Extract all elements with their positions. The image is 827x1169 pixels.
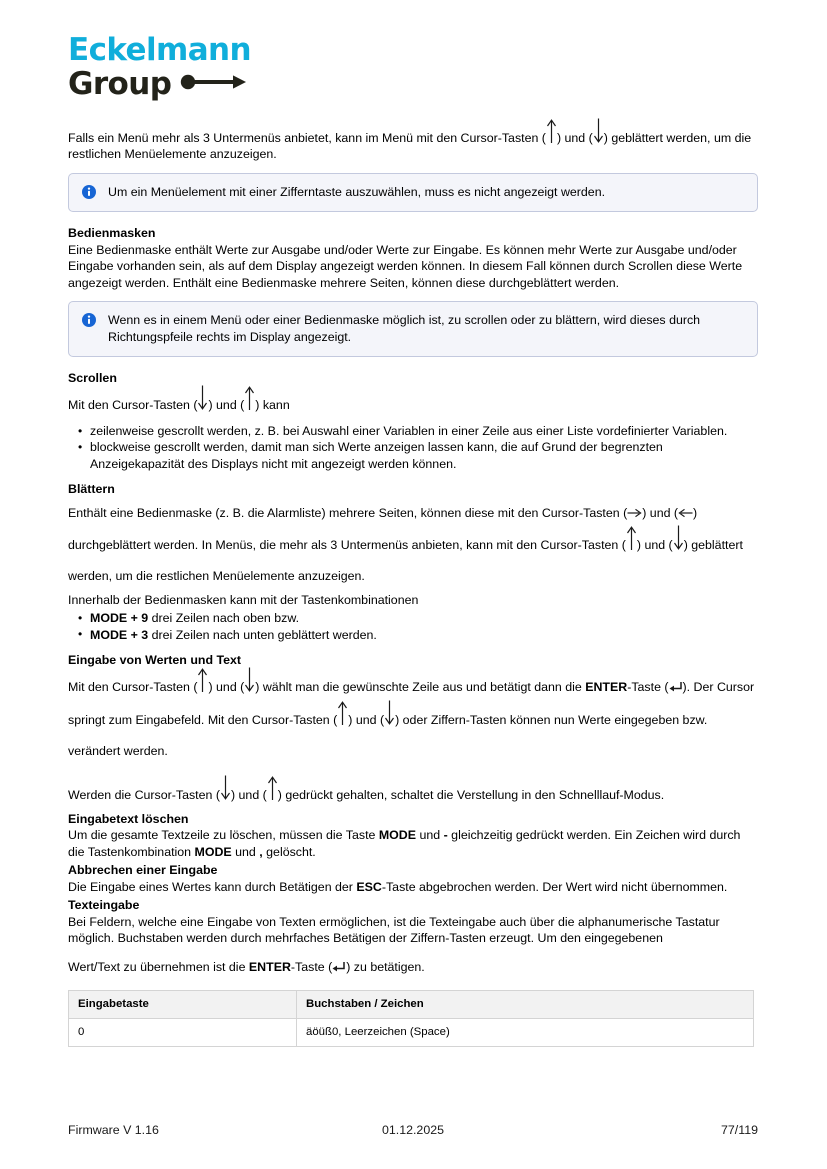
loeschen-text-1: Um die gesamte Textzeile zu löschen, müssen die Taste [68, 828, 379, 843]
blaettern-tastenkombination-line: Innerhalb der Bedienmasken kann mit der Tastenkombinationen [68, 592, 419, 607]
abbrechen-text-1: Die Eingabe eines Wertes kann durch Betätigen der [68, 879, 357, 894]
heading-blaettern: Blättern [68, 482, 115, 497]
eingabe-text-3: ) wählt man die gewünschte Zeile aus und betätigt dann die [255, 679, 586, 694]
enter-key-icon [669, 674, 683, 705]
intro-text-2: ) und ( [556, 131, 593, 145]
logo-group-row [68, 68, 368, 101]
texteingabe-text-3: -Taste ( [290, 960, 333, 975]
loeschen-text-2: und [416, 828, 444, 843]
blaettern-bullet-list [68, 610, 758, 643]
logo-eckelmann-text: Eckelmann [68, 32, 251, 68]
info-note-1 [68, 173, 758, 213]
eingabe-text-1: Mit den Cursor-Tasten ( [68, 679, 198, 694]
list-item: • blockweise gescrollt werden, damit man sich Werte anzeigen lassen kann, die auf Grund der begrenzten Anzeigekapazität des Displays nicht mit angezeigt werden können. [90, 439, 758, 472]
heading-texteingabe: Texteingabe [68, 898, 140, 913]
eingabe-text-5: ). Der Cursor springt zum Eingabefeld. Mit den Cursor-Tasten ( [68, 679, 755, 727]
table-body [69, 1018, 754, 1046]
intro-text-1: Falls ein Menü mehr als 3 Untermenüs anbietet, kann im Menü mit den Cursor-Tasten ( [68, 131, 546, 145]
bedienmasken-body: Eine Bedienmaske enthält Werte zur Ausgabe und/oder Werte zur Eingabe. Es können mehr Werte zur Ausgabe und/oder Eingabe vorhanden sein, als auf dem Display angezeigt werden können. In diesem Fall können durch Scrollen diese Werte angezeigt werden. Enthält eine Bedienmaske mehrere Seiten, können diese durchgeblättert werden. [68, 243, 743, 290]
scrollen-intro [68, 390, 758, 421]
schnelllauf-text-3: ) gedrückt gehalten, schaltet die Verstellung in den Schnelllauf-Modus. [277, 787, 665, 802]
blaettern-text-2: ) und ( [642, 505, 679, 520]
schnelllauf-paragraph [68, 780, 758, 811]
heading-eingabetext-loeschen: Eingabetext löschen [68, 811, 189, 826]
eingabetaste-table [68, 990, 754, 1047]
table-header-eingabetaste: Eingabetaste [69, 990, 297, 1018]
footer-firmware-version: Firmware V 1.16 [68, 1123, 159, 1137]
key-combo-mode-3: MODE + 3 [90, 627, 149, 642]
info-note-2-text: Wenn es in einem Menü oder einer Bedienmaske möglich ist, zu scrollen oder zu blättern, wird dieses durch Richtungspfeile rechts im Display angezeigt. [108, 313, 701, 344]
table-cell-key: 0 [69, 1018, 297, 1046]
eingabe-text-7: ) oder Ziffern-Tasten können nun Werte eingegeben bzw. verändert werden. [68, 712, 708, 758]
key-esc: ESC [356, 879, 382, 894]
texteingabe-text-2: Wert/Text zu übernehmen ist die [68, 960, 249, 975]
info-circle-icon [82, 185, 96, 199]
blaettern-text-4: ) und ( [636, 537, 673, 552]
key-enter-label: ENTER [585, 679, 628, 694]
loeschen-text-3: gleichzeitig gedrückt werden. Ein Zeichen wird durch die Tastenkombination [68, 828, 741, 859]
key-mode-2: MODE [194, 844, 232, 859]
info-circle-icon [82, 313, 96, 327]
document-body [68, 130, 758, 1047]
info-note-1-text: Um ein Menüelement mit einer Zifferntaste auszuwählen, muss es nicht angezeigt werden. [108, 184, 606, 199]
blaettern-text-3: ) durchgeblättert werden. In Menüs, die mehr als 3 Untermenüs anbieten, kann mit den Cursor-Tasten ( [68, 505, 698, 552]
loeschen-text-4: und [231, 844, 260, 859]
blaettern-text-5: ) geblättert werden, um die restlichen Menüelemente anzuzeigen. [68, 537, 743, 583]
logo-arrow-icon [180, 72, 248, 97]
eingabe-body [68, 672, 758, 767]
logo-group-text: Group [68, 66, 172, 102]
texteingabe-body: Bei Feldern, welche eine Eingabe von Texten ermöglichen, ist die Texteingabe auch über die alphanumerische Tastatur möglich. Buchstaben werden durch mehrfaches Betätigen der Ziffern-Tasten erzeugt. Um den eingegebenen [68, 914, 720, 946]
key-enter-label-2: ENTER [248, 960, 291, 975]
table-header-buchstaben: Buchstaben / Zeichen [297, 990, 754, 1018]
loeschen-text-5: gelöscht. [262, 844, 316, 859]
scrollen-bullet-list [68, 423, 758, 472]
list-item: • zeilenweise gescrollt werden, z. B. bei Auswahl einer Variablen in einer Zeile aus einer Liste vordefinierter Variablen. [90, 423, 758, 439]
heading-scrollen: Scrollen [68, 371, 117, 386]
footer-page-number: 77/119 [721, 1123, 758, 1137]
eckelmann-group-logo [68, 34, 368, 104]
abbrechen-text-2: -Taste abgebrochen werden. Der Wert wird nicht übernommen. [381, 879, 728, 894]
table-header-row [69, 990, 754, 1018]
schnelllauf-text-1: Werden die Cursor-Tasten ( [68, 787, 220, 802]
enter-key-icon [332, 961, 346, 977]
eingabe-text-6: ) und ( [348, 712, 385, 727]
list-item [90, 627, 758, 643]
texteingabe-enter-line [68, 959, 758, 977]
info-note-2 [68, 301, 758, 357]
heading-eingabe-werte-text: Eingabe von Werten und Text [68, 653, 242, 668]
key-comma: , [259, 844, 263, 859]
intro-paragraph [68, 130, 758, 163]
schnelllauf-text-2: ) und ( [230, 787, 267, 802]
intro-text-3: ) geblättert werden, um die restlichen Menüelemente anzuzeigen. [68, 131, 752, 162]
footer-date: 01.12.2025 [381, 1123, 444, 1137]
eingabe-text-4: -Taste ( [627, 679, 669, 694]
key-minus: - [443, 828, 448, 843]
heading-abbrechen-eingabe: Abbrechen einer Eingabe [68, 863, 218, 878]
scrollen-text-1: Mit den Cursor-Tasten ( [68, 398, 198, 412]
loeschen-body [68, 827, 758, 860]
texteingabe-text-4: ) zu betätigen. [346, 960, 425, 975]
list-item [90, 610, 758, 626]
blaettern-body [68, 498, 758, 592]
blaettern-text-1: Enthält eine Bedienmaske (z. B. die Alarmliste) mehrere Seiten, können diese mit den Cursor-Tasten ( [68, 505, 628, 520]
key-mode-1: MODE [378, 828, 417, 843]
scrollen-text-2: ) und ( [208, 398, 245, 412]
heading-bedienmasken: Bedienmasken [68, 226, 156, 241]
scrollen-text-3: ) kann [255, 398, 290, 412]
page-footer [68, 1121, 758, 1141]
table-row [69, 1018, 754, 1046]
eingabe-text-2: ) und ( [208, 679, 245, 694]
list-item-text: drei Zeilen nach unten geblättert werden. [148, 627, 377, 642]
key-combo-mode-9: MODE + 9 [90, 611, 149, 626]
abbrechen-body [68, 879, 758, 895]
table-head [69, 990, 754, 1018]
table-cell-chars: äöüß0, Leerzeichen (Space) [297, 1018, 754, 1046]
list-item-text: drei Zeilen nach oben bzw. [148, 611, 300, 626]
